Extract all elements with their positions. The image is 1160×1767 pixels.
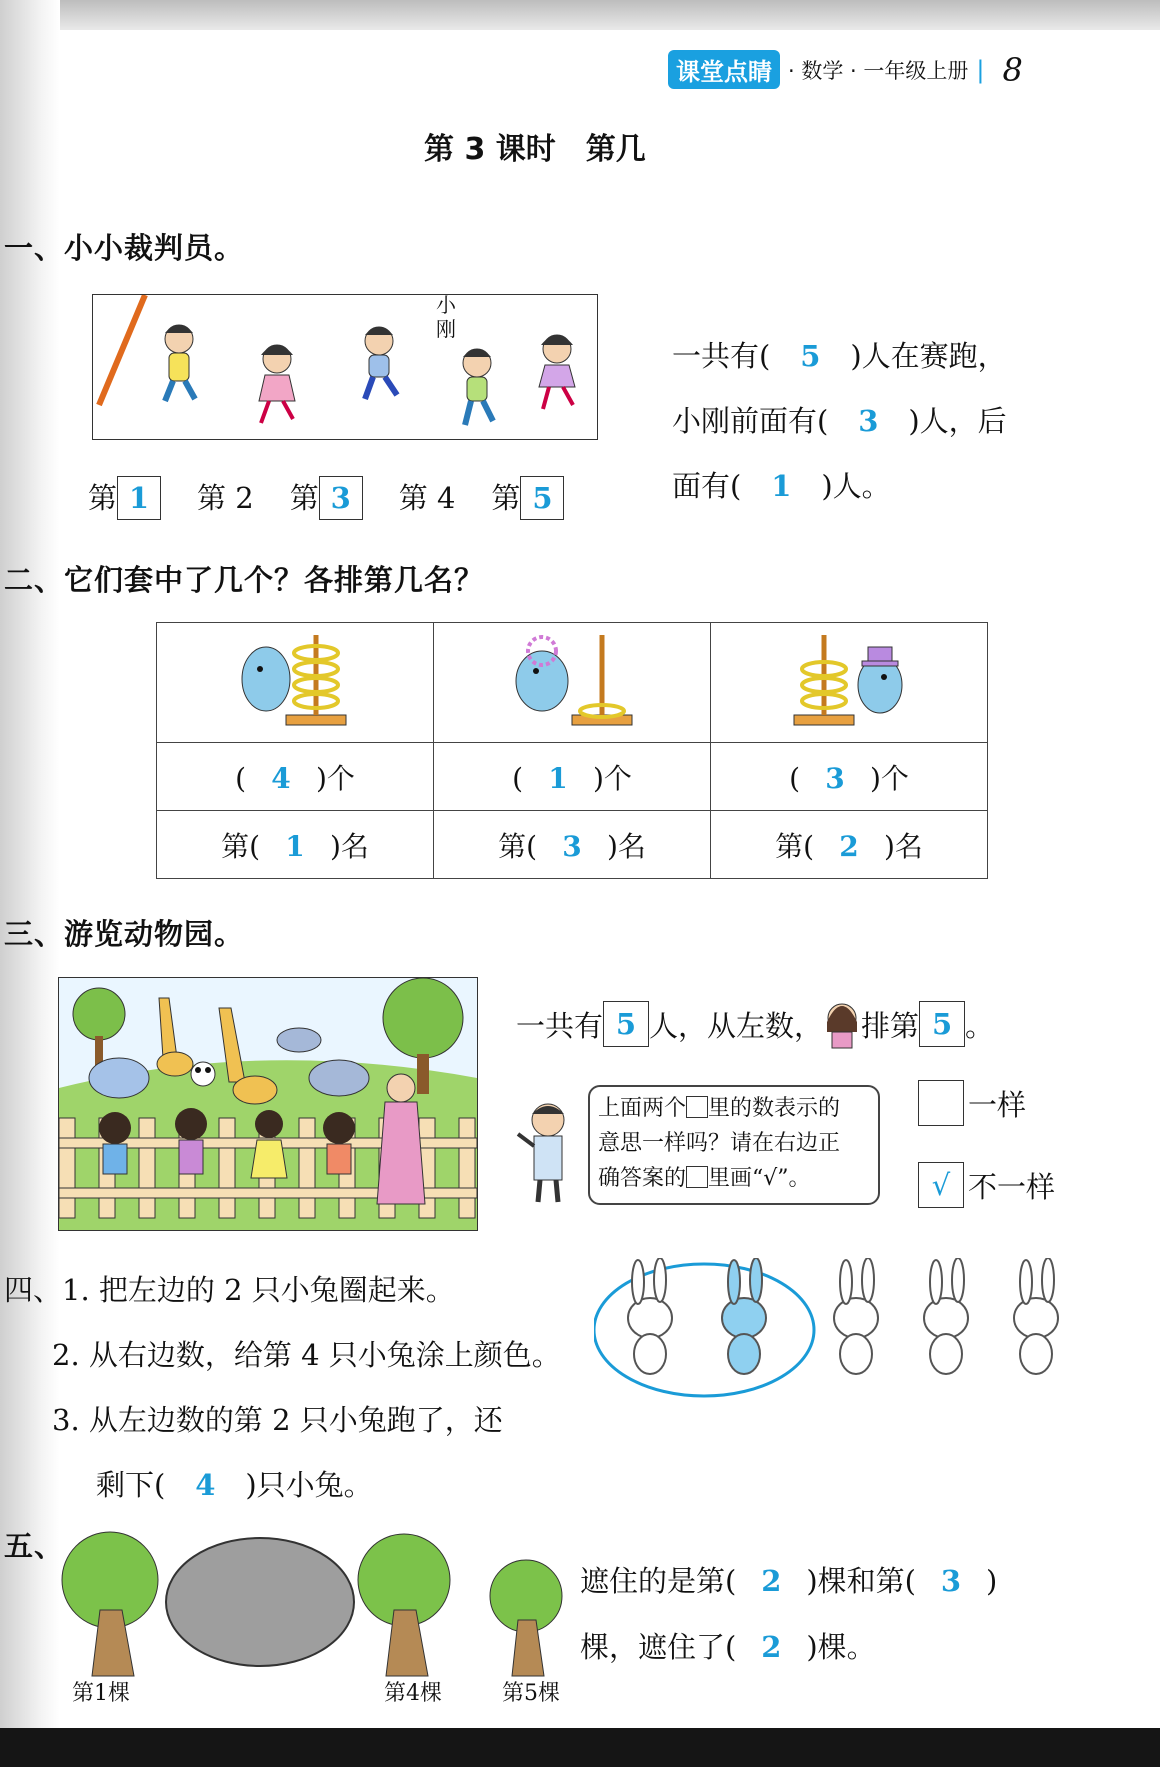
rank-cell: 第( 1 )名: [157, 811, 434, 879]
tree1-label: 第1棵: [72, 1681, 130, 1706]
circle-mark: [594, 1264, 814, 1396]
dolphin-ring-icon: [502, 629, 642, 729]
section1-heading: 一、小小裁判员。: [4, 231, 245, 265]
rank-answer[interactable]: 2: [839, 829, 859, 863]
q1-line1: 一共有( 5 )人在赛跑，: [672, 324, 1007, 389]
rabbits-illustration: [594, 1258, 1094, 1398]
zoo-illustration: [59, 978, 477, 1230]
race-picture: [92, 294, 598, 440]
position-labels: [88, 476, 564, 520]
answer-box[interactable]: 3: [319, 476, 363, 520]
tree5-label: 第5棵: [502, 1681, 560, 1706]
count-cell: ( 4 )个: [157, 743, 434, 811]
section4-q2: 2. 从右边数，给第 4 只小兔涂上颜色。: [52, 1338, 561, 1372]
answer-box[interactable]: 1: [117, 476, 161, 520]
answer-ahead[interactable]: 3: [858, 404, 879, 438]
speech-bubble: 上面两个 里的数表示的 意思一样吗？请在右边正 确答案的 里画“√”。: [588, 1085, 880, 1205]
section4-q3: 3. 从左边数的第 2 只小兔跑了，还: [52, 1403, 503, 1437]
runner-icon: [259, 345, 295, 423]
ring-toss-cell: [157, 623, 434, 743]
section5-line2: 棵，遮住了( 2 )棵。: [580, 1614, 997, 1680]
boy-icon: [512, 1096, 582, 1206]
lesson-title: 第 3 课时 第几: [424, 132, 646, 167]
rabbit-icon: [1014, 1258, 1058, 1374]
section4-questions: [4, 1258, 561, 1518]
child-icon: [175, 1108, 207, 1174]
ring-toss-table: [156, 622, 988, 879]
rank-cell: 第( 3 )名: [434, 811, 711, 879]
position-label-3: 第 3: [290, 476, 363, 520]
total-people-box[interactable]: 5: [603, 1001, 649, 1047]
rank-box[interactable]: 5: [919, 1001, 965, 1047]
rank-cell: 第( 2 )名: [711, 811, 988, 879]
section2-heading: 二、它们套中了几个？各排第几名？: [4, 563, 485, 597]
hidden-tree-answer-2[interactable]: 3: [940, 1564, 962, 1598]
answer-box[interactable]: 5: [520, 476, 564, 520]
section1-questions: [672, 324, 1007, 519]
xiaogang-label: 小 刚: [436, 293, 456, 341]
rabbits-left-answer[interactable]: 4: [195, 1468, 216, 1502]
answer-behind[interactable]: 1: [771, 469, 792, 503]
subject-label: · 数学 · 一年级上册: [788, 58, 969, 83]
rabbit-icon: [834, 1258, 878, 1374]
teacher-face-icon: [823, 998, 861, 1050]
count-answer[interactable]: 1: [548, 761, 568, 795]
trees-illustration: [52, 1530, 572, 1680]
tree-icon: [490, 1560, 562, 1676]
rank-answer[interactable]: 1: [285, 829, 305, 863]
runner-icon: [463, 349, 493, 425]
section4-q3-answer: 剩下( 4 )只小兔。: [4, 1453, 561, 1518]
q1-line3: 面有( 1 )人。: [672, 454, 1007, 519]
answer-count-runners[interactable]: 5: [800, 339, 821, 373]
section5-heading: 五、: [4, 1529, 65, 1563]
scan-top-edge: [0, 0, 1160, 30]
hidden-count-answer[interactable]: 2: [761, 1630, 782, 1664]
same-checkbox[interactable]: [918, 1080, 964, 1126]
rabbit-icon: [722, 1258, 766, 1374]
section3-heading: 三、游览动物园。: [4, 917, 245, 951]
count-answer[interactable]: 3: [825, 761, 845, 795]
small-box-icon: [686, 1096, 708, 1118]
gray-cover-shape: [166, 1538, 354, 1666]
count-cell: ( 3 )个: [711, 743, 988, 811]
dolphin-ring-icon: [784, 629, 914, 729]
rank-answer[interactable]: 3: [562, 829, 582, 863]
ring-toss-cell: [434, 623, 711, 743]
page-number: 8: [1002, 50, 1023, 89]
section5-line1: 遮住的是第( 2 )棵和第( 3 ): [580, 1548, 997, 1614]
ring-toss-cell: [711, 623, 988, 743]
option-different: √ 不一样: [918, 1162, 1055, 1208]
position-label-5: 第 5: [491, 476, 564, 520]
q1-line2: 小刚前面有( 3 )人，后: [672, 389, 1007, 454]
hidden-tree-answer-1[interactable]: 2: [761, 1564, 782, 1598]
page-header: [668, 50, 1023, 89]
scan-bottom-edge: [0, 1728, 1160, 1767]
runner-icon: [165, 325, 195, 401]
dolphin-ring-icon: [230, 629, 360, 729]
different-checkbox[interactable]: √: [918, 1162, 964, 1208]
position-label-1: 第 1: [88, 476, 161, 520]
runner-icon: [539, 335, 575, 409]
position-label-4: 第 4: [398, 481, 456, 515]
child-icon: [251, 1110, 287, 1178]
brand-badge: 课堂点睛: [668, 50, 780, 89]
tree4-label: 第4棵: [384, 1681, 442, 1706]
runner-icon: [365, 327, 397, 399]
tree-icon: [62, 1532, 158, 1676]
header-separator: |: [976, 55, 985, 84]
section5-question: [580, 1548, 997, 1680]
zoo-question: 一共有 5 人，从左数， 排第 5 。: [516, 998, 994, 1050]
rabbit-icon: [628, 1258, 672, 1374]
rabbit-icon: [924, 1258, 968, 1374]
section4-q1: 四、1. 把左边的 2 只小兔圈起来。: [4, 1273, 455, 1307]
race-illustration: [93, 295, 597, 439]
count-answer[interactable]: 4: [271, 761, 291, 795]
small-box-icon: [686, 1166, 708, 1188]
position-label-2: 第 2: [197, 481, 254, 515]
zoo-picture: [58, 977, 478, 1231]
count-cell: ( 1 )个: [434, 743, 711, 811]
tree-icon: [358, 1534, 450, 1676]
option-same: 一样: [918, 1080, 1026, 1126]
